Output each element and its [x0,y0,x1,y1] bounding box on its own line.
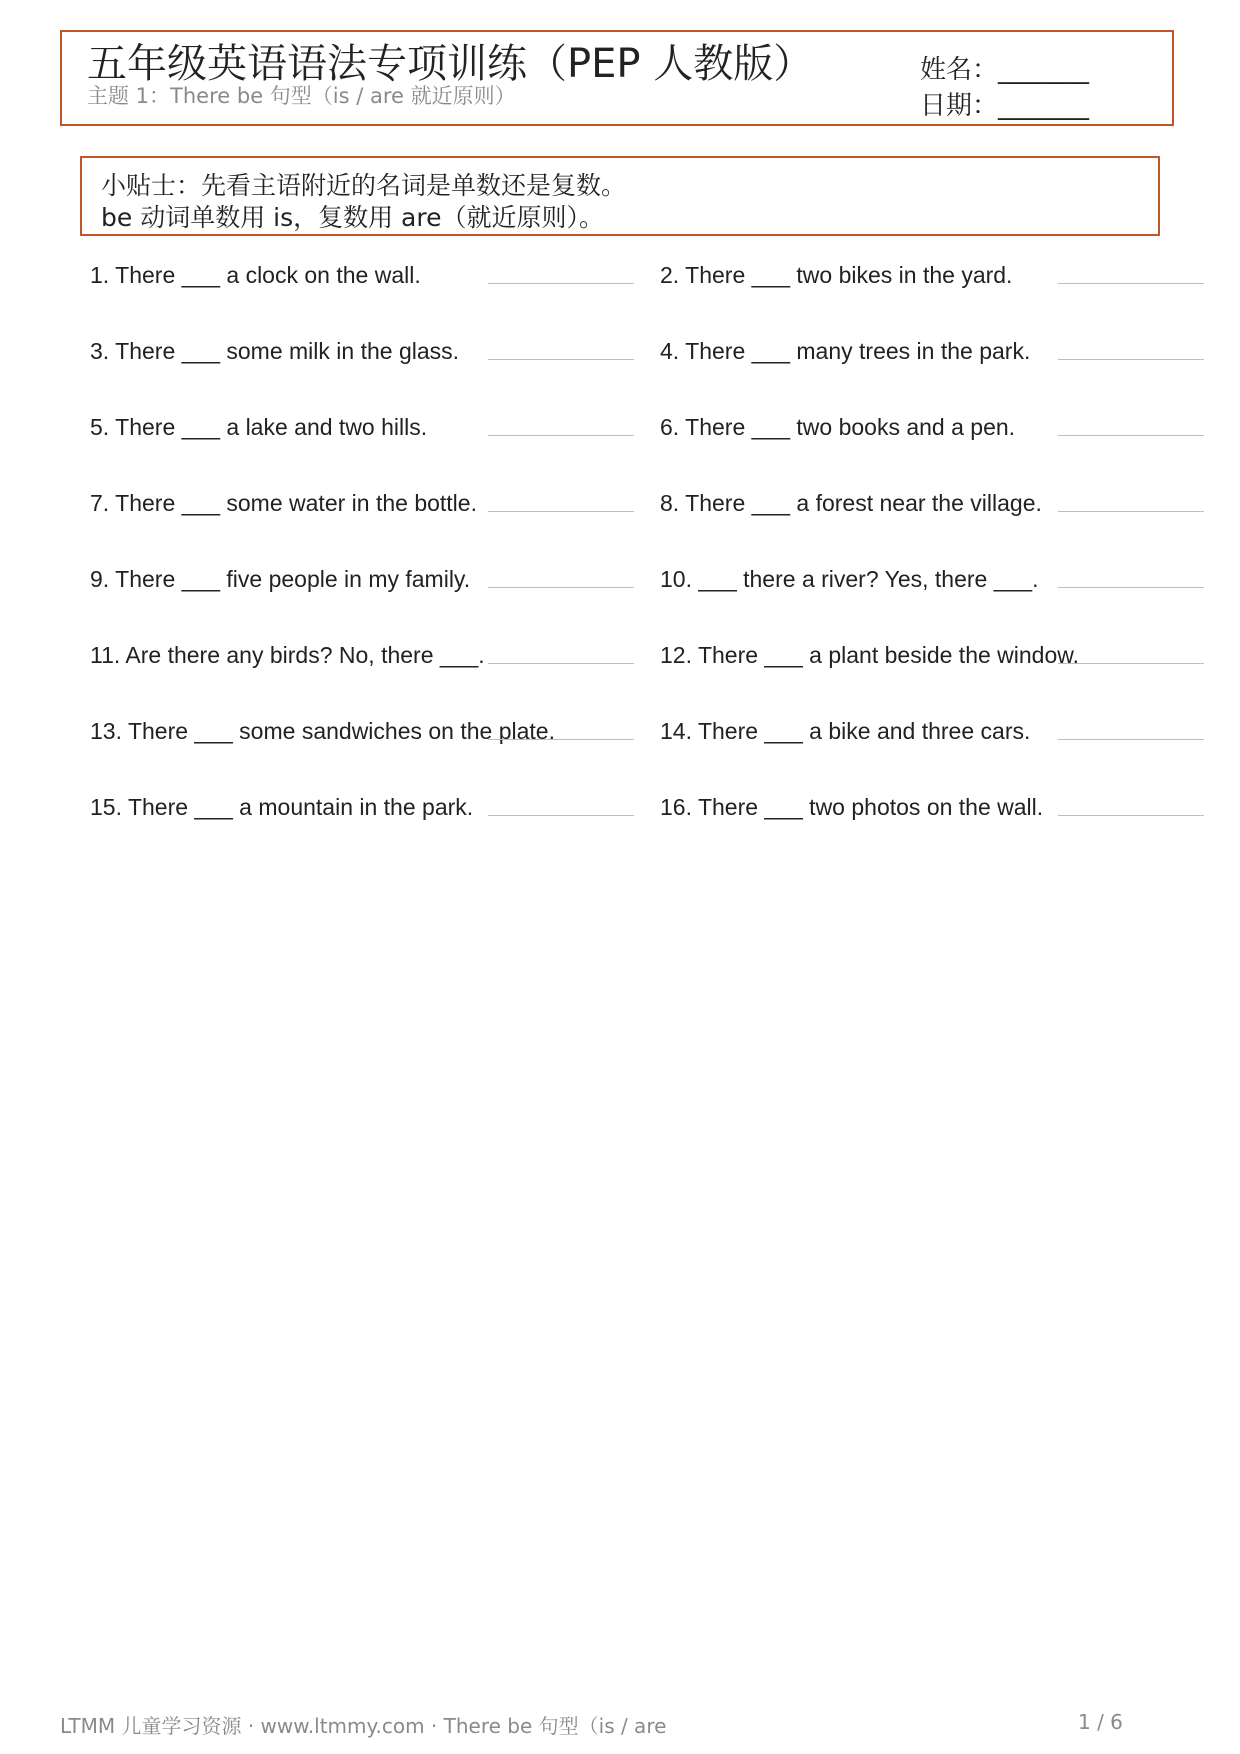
answer-line-7 [488,511,634,512]
question-3: 3. There ___ some milk in the glass. [90,338,460,364]
question-16: 16. There ___ two photos on the wall. [660,794,1044,820]
answer-line-8 [1058,511,1204,512]
question-11: 11. Are there any birds? No, there ___. [90,642,485,668]
answer-line-5 [488,435,634,436]
header-box [60,30,1174,126]
question-9: 9. There ___ five people in my family. [90,566,471,592]
question-5: 5. There ___ a lake and two hills. [90,414,428,440]
question-7: 7. There ___ some water in the bottle. [90,490,477,516]
answer-line-13 [488,739,634,740]
answer-line-16 [1058,815,1204,816]
page-subtitle: 主题 1：There be 句型（is / are 就近原则） [87,84,516,108]
answer-line-12 [1058,663,1204,664]
question-6: 6. There ___ two books and a pen. [660,414,1016,440]
question-15: 15. There ___ a mountain in the park. [90,794,474,820]
question-8: 8. There ___ a forest near the village. [660,490,1042,516]
answer-line-3 [488,359,634,360]
answer-line-14 [1058,739,1204,740]
tip-box [80,156,1160,236]
name-field: 姓名：_______ [920,55,1090,85]
answer-line-2 [1058,283,1204,284]
question-14: 14. There ___ a bike and three cars. [660,718,1031,744]
question-10: 10. ___ there a river? Yes, there ___. [660,566,1039,592]
answer-line-1 [488,283,634,284]
tip-line-1: 小贴士：先看主语附近的名词是单数还是复数。 [101,171,627,200]
answer-line-11 [488,663,634,664]
answer-line-15 [488,815,634,816]
footer-source: LTMM 儿童学习资源 · www.ltmmy.com · There be 句型（is / are [60,1714,667,1738]
question-2: 2. There ___ two bikes in the yard. [660,262,1013,288]
answer-line-10 [1058,587,1204,588]
date-field: 日期：_______ [920,91,1090,121]
question-1: 1. There ___ a clock on the wall. [90,262,421,288]
answer-line-9 [488,587,634,588]
answer-line-4 [1058,359,1204,360]
page-number: 1 / 6 [1078,1710,1123,1734]
question-13: 13. There ___ some sandwiches on the plate. [90,718,555,744]
tip-line-2: be 动词单数用 is，复数用 are（就近原则）。 [101,203,604,232]
page-title: 五年级英语语法专项训练（PEP 人教版） [87,41,814,87]
answer-line-6 [1058,435,1204,436]
question-4: 4. There ___ many trees in the park. [660,338,1031,364]
question-12: 12. There ___ a plant beside the window. [660,642,1079,668]
